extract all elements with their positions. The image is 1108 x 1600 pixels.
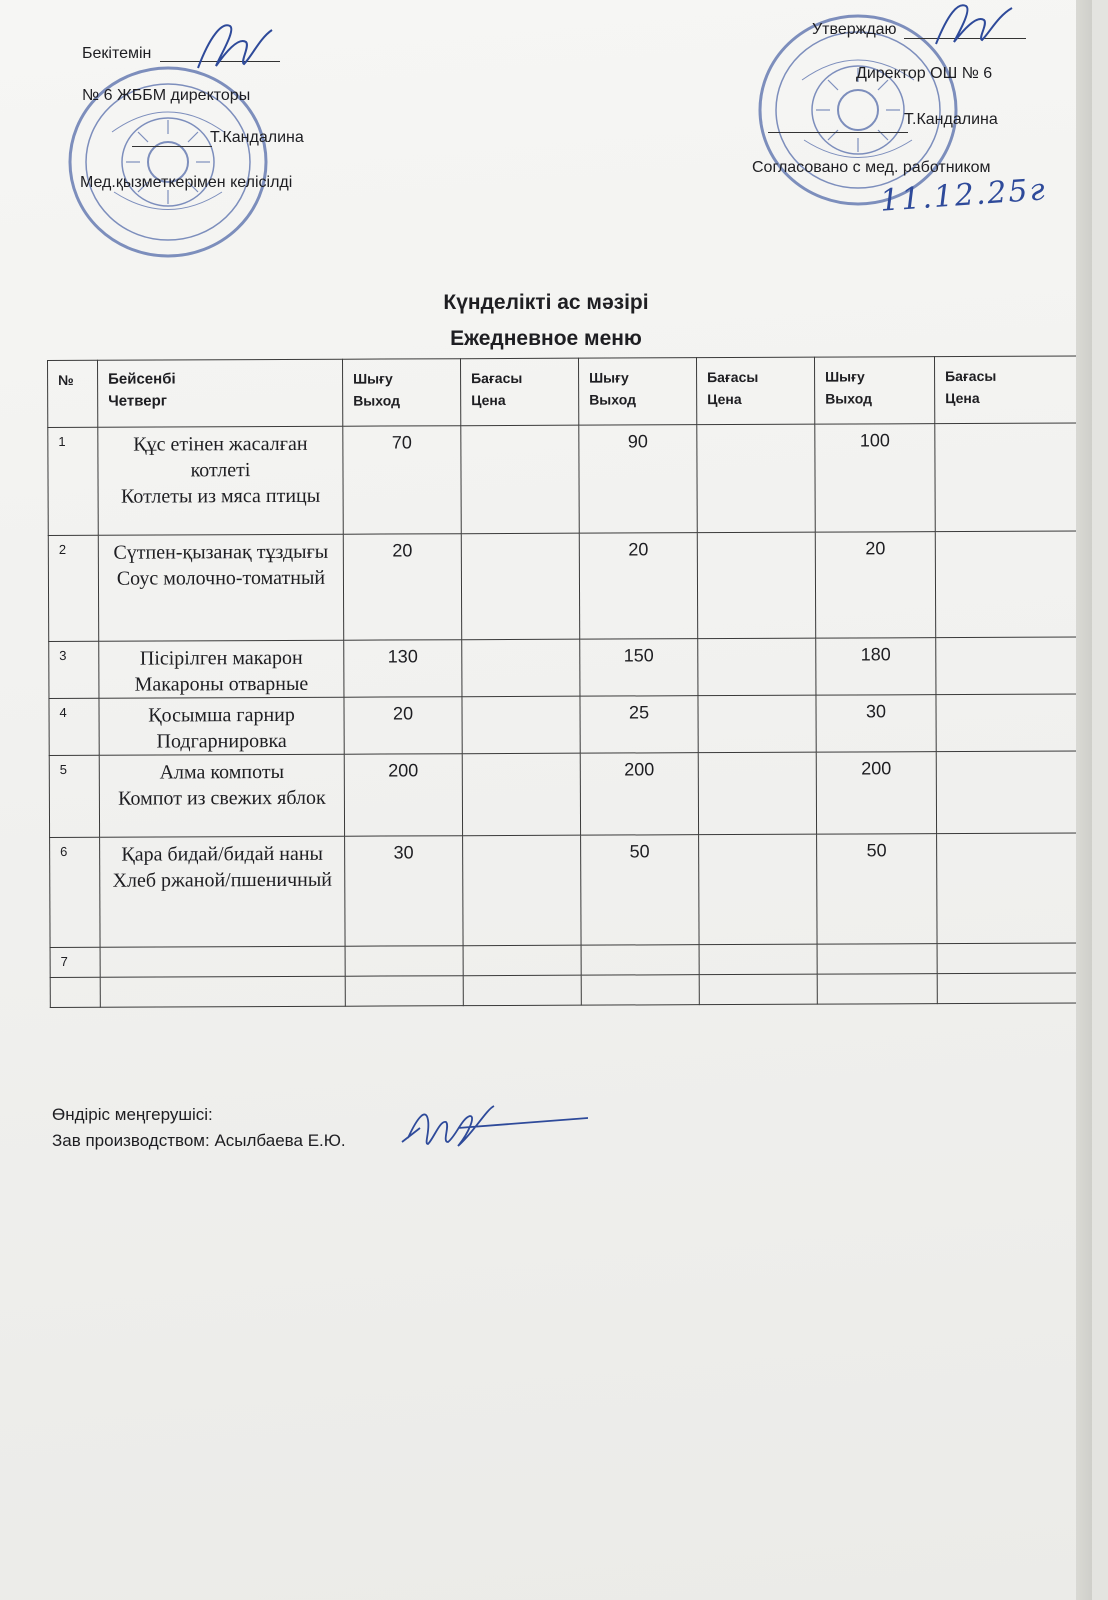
price-cell	[699, 974, 817, 1005]
header-output-ru: Выход	[589, 391, 636, 408]
output-value: 150	[580, 639, 698, 697]
output-value: 30	[345, 836, 463, 947]
header-price-3	[934, 356, 1079, 424]
output-value: 50	[817, 834, 937, 945]
agreed-medical-kz: Мед.қызметкерімен келісілді	[80, 174, 293, 191]
price-cell	[699, 944, 817, 975]
output-value: 180	[816, 638, 936, 696]
header-day-ru: Четверг	[108, 392, 168, 410]
dish-name	[99, 754, 344, 837]
header-output-2	[578, 358, 696, 426]
director-position-ru: Директор ОШ № 6	[856, 65, 993, 82]
header-output-1	[342, 359, 460, 427]
dish-name-ru: Котлеты из мяса птицы	[120, 484, 321, 508]
output-value: 20	[344, 697, 462, 755]
price-cell	[463, 975, 581, 1006]
header-price-kz: Бағасы	[707, 368, 759, 386]
table-row	[49, 751, 1081, 838]
dish-name-kz: Алма компоты	[159, 760, 285, 784]
dish-name	[98, 534, 343, 641]
dish-name-ru: Хлеб ржаной/пшеничный	[112, 868, 333, 892]
header-output-kz: Шығу	[589, 369, 629, 386]
price-cell	[699, 834, 817, 945]
dish-name-kz: Құс етінен жасалған котлеті	[133, 432, 308, 482]
header-price-ru: Цена	[707, 390, 742, 408]
price-cell	[698, 752, 816, 835]
table-row-empty	[50, 973, 1082, 1008]
output-value: 20	[579, 533, 697, 640]
header-output-ru: Выход	[825, 390, 872, 407]
output-value: 50	[581, 835, 699, 946]
dish-name	[100, 836, 345, 947]
dish-name	[100, 976, 345, 1007]
table-row	[48, 531, 1080, 642]
output-value: 20	[815, 532, 935, 639]
output-value	[581, 975, 699, 1006]
output-value	[817, 944, 937, 975]
row-number: 7	[50, 947, 100, 977]
price-cell	[698, 695, 816, 753]
header-output-kz: Шығу	[353, 370, 393, 387]
header-price-kz: Бағасы	[945, 367, 997, 385]
price-cell	[937, 973, 1082, 1004]
dish-name	[100, 946, 345, 977]
name-line-right	[768, 132, 908, 133]
table-row	[49, 694, 1081, 756]
table-row	[50, 833, 1082, 948]
output-value	[345, 946, 463, 977]
header-price-2	[696, 357, 814, 425]
row-number: 4	[49, 698, 99, 755]
title-kz: Күнделікті ас мәзірі	[443, 291, 649, 314]
menu-table	[47, 355, 1083, 1008]
price-cell	[935, 531, 1080, 638]
title-ru: Ежедневное меню	[450, 327, 642, 350]
price-cell	[462, 696, 580, 754]
price-cell	[463, 835, 581, 946]
header-price-ru: Цена	[945, 389, 980, 407]
header-output-ru: Выход	[353, 392, 400, 409]
row-number: 2	[48, 535, 98, 641]
dish-name-ru: Соус молочно-томатный	[116, 566, 326, 590]
price-cell	[936, 637, 1081, 695]
dish-name-kz: Қосымша гарнир	[148, 703, 295, 727]
dish-name	[98, 426, 343, 535]
handwritten-date: 11.12.25г	[878, 172, 1048, 219]
director-signature-right	[930, 0, 1020, 50]
director-position-kz: № 6 ЖББМ директоры	[82, 87, 251, 104]
dish-name-ru: Подгарнировка	[156, 729, 287, 753]
row-number: 1	[48, 427, 98, 535]
page-edge	[1076, 0, 1092, 1600]
price-cell	[936, 751, 1081, 834]
header-day-kz: Бейсенбі	[108, 370, 176, 388]
output-value: 20	[343, 534, 461, 641]
approve-label-ru: Утверждаю	[812, 21, 897, 38]
output-value: 130	[344, 640, 462, 698]
output-value	[345, 976, 463, 1007]
header-output-kz: Шығу	[825, 368, 865, 385]
header-price-1	[460, 358, 578, 426]
table-header-row	[48, 356, 1080, 428]
dish-name-kz: Қара бидай/бидай наны	[121, 842, 324, 866]
row-number	[50, 977, 100, 1007]
dish-name-ru: Компот из свежих яблок	[118, 786, 326, 810]
output-value: 200	[580, 753, 698, 836]
output-value: 200	[344, 754, 462, 837]
director-name-ru: Т.Кандалина	[904, 111, 998, 128]
agreed-medical-ru: Согласовано с мед. работником	[752, 159, 991, 176]
header-day	[98, 359, 343, 427]
header-price-kz: Бағасы	[471, 369, 523, 387]
price-cell	[935, 423, 1080, 532]
dish-name-ru: Макароны отварные	[134, 672, 309, 696]
output-value: 90	[579, 425, 697, 534]
output-value	[817, 974, 937, 1005]
director-signature-left	[190, 16, 280, 76]
price-cell	[461, 533, 579, 640]
name-line	[132, 146, 212, 147]
output-value: 100	[815, 424, 935, 533]
row-number: 3	[49, 641, 99, 698]
table-row	[50, 943, 1082, 978]
dish-name-kz: Сүтпен-қызанақ тұздығы	[113, 540, 329, 564]
table-row	[49, 637, 1081, 699]
output-value: 30	[816, 695, 936, 753]
row-number: 6	[50, 837, 100, 947]
price-cell	[697, 532, 815, 639]
output-value	[581, 945, 699, 976]
approve-label-kz: Бекітемін	[82, 45, 152, 62]
price-cell	[698, 638, 816, 696]
header-num: №	[48, 360, 98, 427]
price-cell	[462, 639, 580, 697]
dish-name	[99, 640, 344, 698]
price-cell	[697, 424, 815, 533]
table-row	[48, 423, 1080, 536]
production-manager-signature	[398, 1098, 588, 1154]
price-cell	[937, 943, 1082, 974]
row-number: 5	[49, 755, 99, 837]
production-manager-ru: Зав производством: Асылбаева Е.Ю.	[52, 1131, 346, 1150]
dish-name-kz: Пісірілген макарон	[139, 646, 303, 670]
price-cell	[461, 425, 579, 534]
header-output-3	[814, 357, 934, 425]
output-value: 25	[580, 696, 698, 754]
output-value: 200	[816, 752, 936, 835]
price-cell	[462, 753, 580, 836]
production-manager-kz: Өндіріс меңгерушісі:	[52, 1105, 213, 1124]
dish-name	[99, 697, 344, 755]
output-value: 70	[343, 426, 461, 535]
price-cell	[463, 945, 581, 976]
price-cell	[937, 833, 1082, 944]
price-cell	[936, 694, 1081, 752]
header-price-ru: Цена	[471, 391, 506, 409]
director-name-kz: Т.Кандалина	[210, 129, 304, 146]
